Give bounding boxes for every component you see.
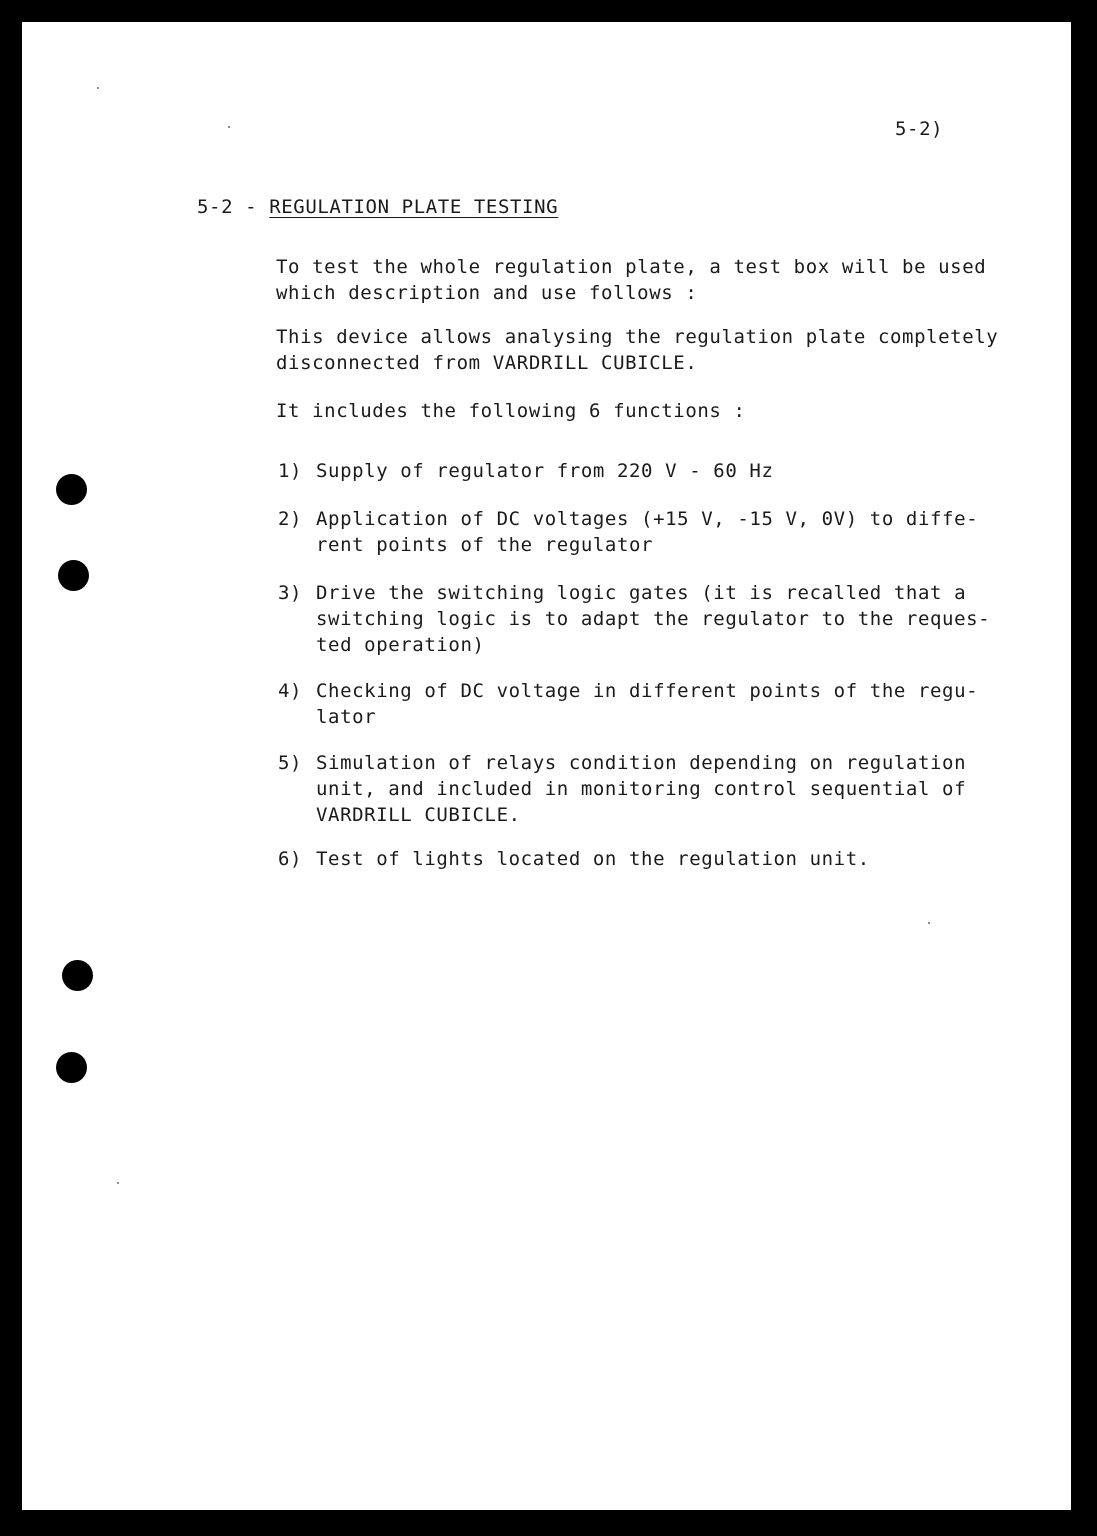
list-item-number: 5) [278,752,303,774]
scan-speck [928,922,930,924]
list-item-text: Simulation of relays condition depending on regulation [316,752,967,774]
paragraph-line: This device allows analysing the regulation plate completely [276,326,999,348]
list-item-line [278,678,978,704]
page-number: 5-2) [895,118,944,140]
list-item-number: 4) [278,680,303,702]
section-title: REGULATION PLATE TESTING [269,196,559,218]
list-item-line [278,458,773,484]
scan-speck [228,126,230,128]
list-item-line [278,580,990,606]
list-item [278,846,870,872]
list-item-text: Application of DC voltages (+15 V, -15 V, 0V) to diffe- [316,508,979,530]
list-item [278,580,990,658]
list-item [278,678,978,730]
punch-hole-4 [56,1052,87,1083]
punch-hole-1 [56,474,87,505]
list-item-number: 6) [278,848,303,870]
paragraph-intro [276,254,986,306]
list-item [278,458,773,484]
list-item-text: rent points of the regulator [316,534,654,556]
paragraph-functions-intro [276,398,746,424]
paragraph-line: disconnected from VARDRILL CUBICLE. [276,352,698,374]
list-item-text: unit, and included in monitoring control sequential of [316,778,967,800]
list-item-text: VARDRILL CUBICLE. [316,804,521,826]
document-page [22,22,1071,1510]
list-item-number: 2) [278,508,303,530]
list-item [278,750,966,828]
list-item-number: 1) [278,460,303,482]
list-item-line [278,506,978,532]
list-item-text: Checking of DC voltage in different points of the regu- [316,680,979,702]
list-item-number: 3) [278,582,303,604]
list-item-text: Test of lights located on the regulation unit. [316,848,870,870]
punch-hole-2 [58,560,89,591]
list-item-text: Drive the switching logic gates (it is recalled that a [316,582,967,604]
section-number: 5-2 - [197,196,270,218]
list-item-text: switching logic is to adapt the regulator to the reques- [316,608,991,630]
section-heading [197,194,558,220]
list-item-line [278,750,966,776]
scan-speck [117,1182,119,1184]
punch-hole-3 [62,960,93,991]
list-item-text: lator [316,706,377,728]
list-item-text: Supply of regulator from 220 V - 60 Hz [316,460,774,482]
list-item-line [278,846,870,872]
paragraph-device [276,324,998,376]
list-item [278,506,978,558]
scan-speck [97,87,99,89]
paragraph-line: which description and use follows : [276,282,698,304]
list-item-text: ted operation) [316,634,485,656]
paragraph-line: To test the whole regulation plate, a test box will be used [276,256,987,278]
paragraph-line: It includes the following 6 functions : [276,400,746,422]
